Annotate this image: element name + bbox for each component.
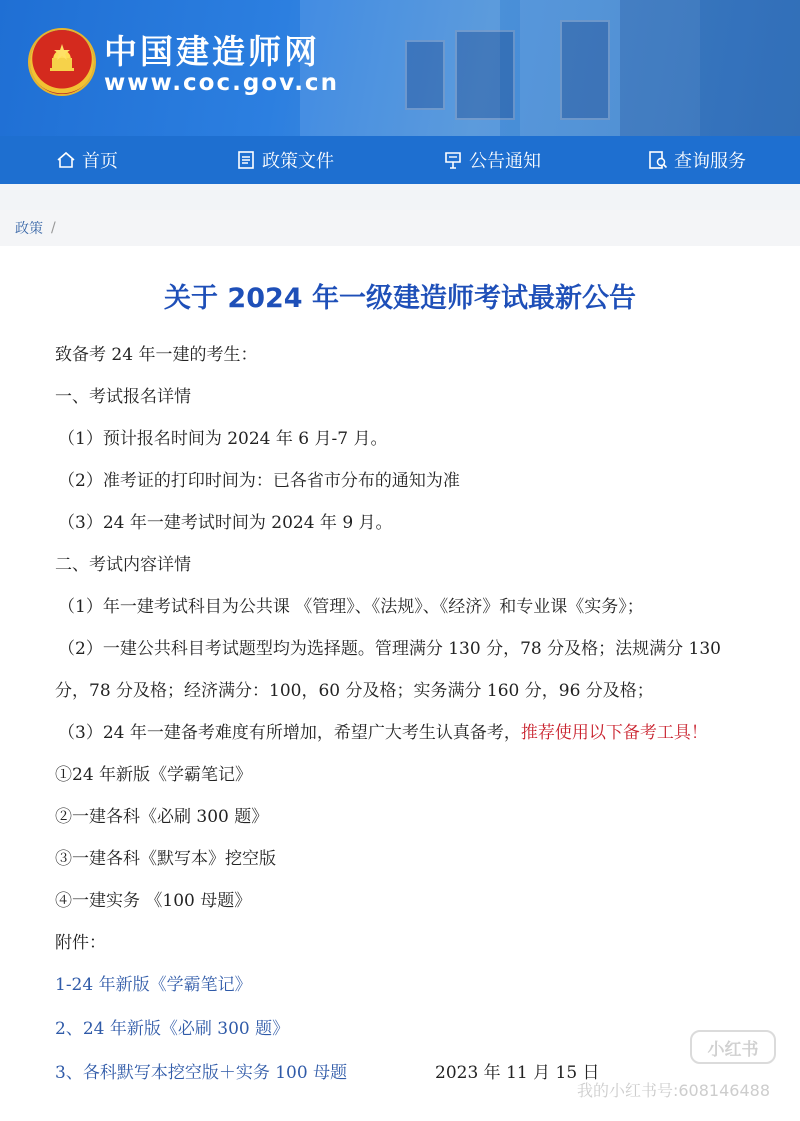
list-item: （3）24 年一建考试时间为 2024 年 9 月。	[58, 513, 393, 533]
list-item-text: （3）24 年一建备考难度有所增加，希望广大考生认真备考，	[58, 723, 521, 743]
site-name[interactable]: 中国建造师网	[104, 32, 320, 71]
list-item	[58, 718, 708, 743]
attachment-link[interactable]: 1-24 年新版《学霸笔记》	[55, 975, 252, 995]
list-item-continuation: 分，78 分及格；经济满分：100，60 分及格；实务满分 160 分，96 分及格；	[55, 681, 654, 701]
list-item: （2）准考证的打印时间为：已各省市分布的通知为准	[58, 471, 460, 491]
breadcrumb-separator: /	[51, 220, 56, 236]
publish-date: 2023 年 11 月 15 日	[435, 1063, 600, 1083]
nav-item-label: 首页	[82, 151, 118, 172]
tool-item: ①24 年新版《学霸笔记》	[55, 765, 253, 785]
section-heading: 二、考试内容详情	[55, 555, 191, 575]
nav-item-label: 公告通知	[469, 151, 541, 172]
search-doc-icon	[648, 150, 668, 170]
attachments-label: 附件：	[55, 933, 106, 953]
attachment-link[interactable]: 2、24 年新版《必刷 300 题》	[55, 1019, 290, 1039]
home-icon	[56, 150, 76, 170]
nav-item-policy-documents[interactable]	[236, 136, 334, 184]
nav-item-label: 政策文件	[262, 151, 334, 172]
highlight-text: 推荐使用以下备考工具！	[520, 723, 708, 743]
nav-item-announcements[interactable]	[443, 136, 541, 184]
site-url[interactable]: www.coc.gov.cn	[104, 70, 339, 96]
header-banner	[0, 0, 800, 136]
banner-window-graphic	[455, 30, 515, 120]
tool-item: ②一建各科《必刷 300 题》	[55, 807, 269, 827]
greeting: 致备考 24 年一建的考生：	[55, 345, 258, 365]
notice-icon	[443, 150, 463, 170]
banner-window-graphic	[405, 40, 445, 110]
tool-item: ③一建各科《默写本》挖空版	[55, 849, 276, 869]
watermark-text: 我的小红书号:608146488	[576, 1081, 770, 1100]
nav-divider	[0, 184, 800, 210]
nav-item-label: 查询服务	[674, 151, 746, 172]
nav-item-home[interactable]	[56, 136, 118, 184]
attachment-link[interactable]: 3、各科默写本挖空版＋实务 100 母题	[55, 1063, 348, 1083]
banner-building-graphic	[620, 0, 800, 136]
breadcrumb	[0, 210, 800, 246]
document-icon	[236, 150, 256, 170]
watermark-logo: 小红书	[690, 1030, 776, 1064]
list-item: （2）一建公共科目考试题型均为选择题。管理满分 130 分，78 分及格；法规满分 130	[58, 639, 721, 659]
national-emblem-logo	[30, 30, 94, 94]
nav-item-query-services[interactable]	[648, 136, 746, 184]
list-item: （1）年一建考试科目为公共课 《管理》、《法规》、《经济》和专业课《实务》；	[58, 597, 644, 617]
breadcrumb-item-policy[interactable]: 政策	[15, 221, 43, 237]
section-heading: 一、考试报名详情	[55, 387, 191, 407]
tool-item: ④一建实务 《100 母题》	[55, 891, 252, 911]
main-nav	[0, 136, 800, 184]
list-item: （1）预计报名时间为 2024 年 6 月-7 月。	[58, 429, 388, 449]
page-title: 关于 2024 年一级建造师考试最新公告	[164, 283, 636, 314]
banner-window-graphic	[560, 20, 610, 120]
